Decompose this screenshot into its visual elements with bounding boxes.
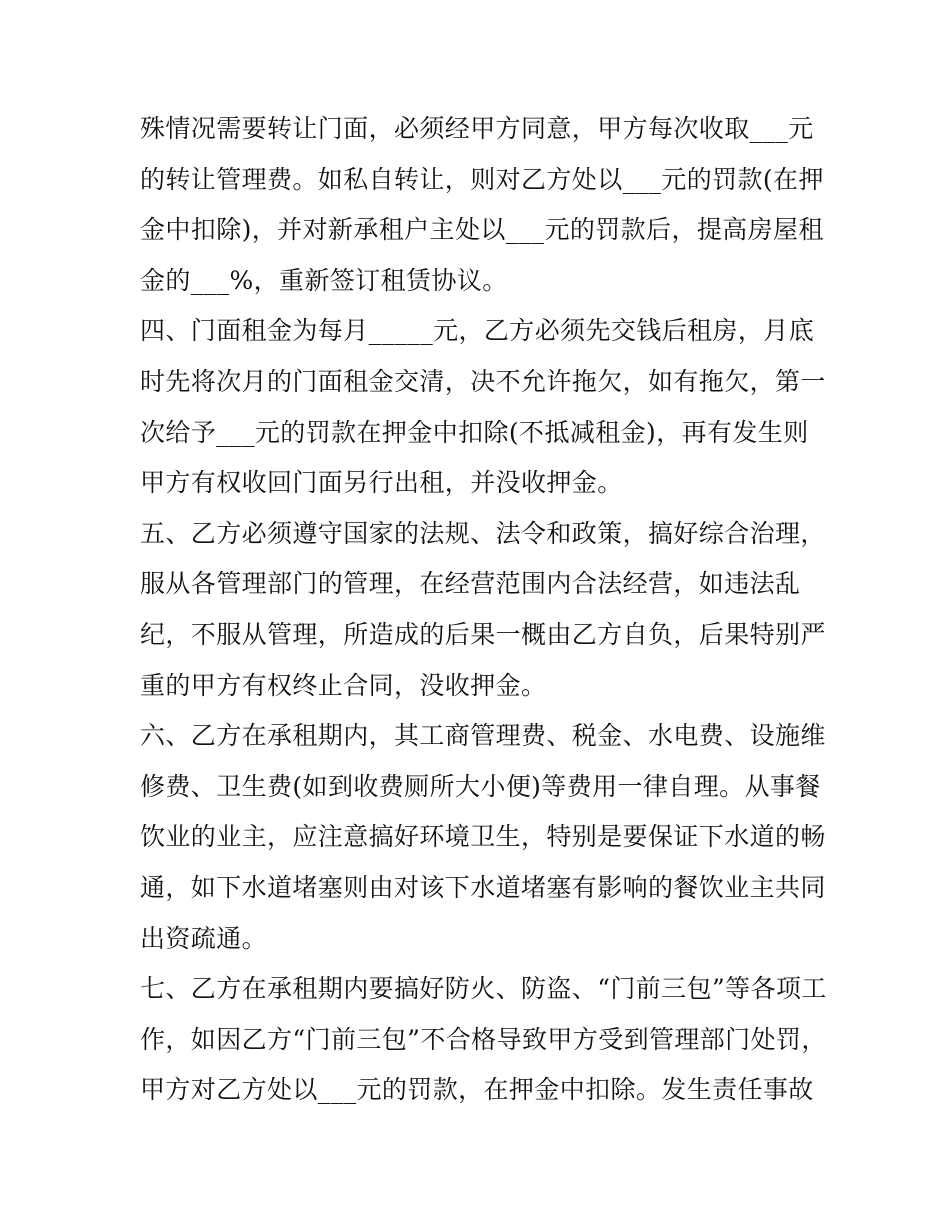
- text-line: 重的甲方有权终止合同，没收押金。: [140, 670, 547, 700]
- text-line: 甲方有权收回门面另行出租，并没收押金。: [140, 468, 623, 498]
- text-line: 金中扣除)，并对新承租户主处以___元的罚款后，提高房屋租: [140, 215, 824, 245]
- text-line: 饮业的业主，应注意搞好环境卫生，特别是要保证下水道的畅: [140, 822, 826, 852]
- text-line: 服从各管理部门的管理，在经营范围内合法经营，如违法乱: [140, 569, 801, 599]
- text-line: 四、门面租金为每月_____元，乙方必须先交钱后租房，月底: [140, 316, 815, 346]
- text-line: 作，如因乙方“门前三包”不合格导致甲方受到管理部门处罚，: [140, 1024, 827, 1054]
- text-line: 五、乙方必须遵守国家的法规、法令和政策，搞好综合治理，: [140, 518, 826, 548]
- text-line: 出资疏通。: [140, 923, 268, 953]
- text-line: 殊情况需要转让门面，必须经甲方同意，甲方每次收取___元: [140, 114, 814, 143]
- text-line: 修费、卫生费(如到收费厕所大小便)等费用一律自理。从事餐: [140, 771, 821, 801]
- text-line: 六、乙方在承租期内，其工商管理费、税金、水电费、设施维: [140, 721, 826, 751]
- document-body: [140, 104, 827, 1116]
- text-line: 七、乙方在承租期内要搞好防火、防盗、“门前三包”等各项工: [140, 974, 827, 1004]
- text-line: 次给予___元的罚款在押金中扣除(不抵减租金)，再有发生则: [140, 417, 809, 447]
- text-line: 甲方对乙方处以___元的罚款，在押金中扣除。发生责任事故: [140, 1075, 814, 1105]
- text-line: 时先将次月的门面租金交清，决不允许拖欠，如有拖欠，第一: [140, 366, 826, 396]
- text-line: 纪，不服从管理，所造成的后果一概由乙方自负，后果特别严: [140, 619, 826, 649]
- text-line: 通，如下水道堵塞则由对该下水道堵塞有影响的餐饮业主共同: [140, 872, 826, 902]
- text-line: 金的___%，重新签订租赁协议。: [140, 265, 508, 295]
- text-line: 的转让管理费。如私自转让，则对乙方处以___元的罚款(在押: [140, 164, 824, 194]
